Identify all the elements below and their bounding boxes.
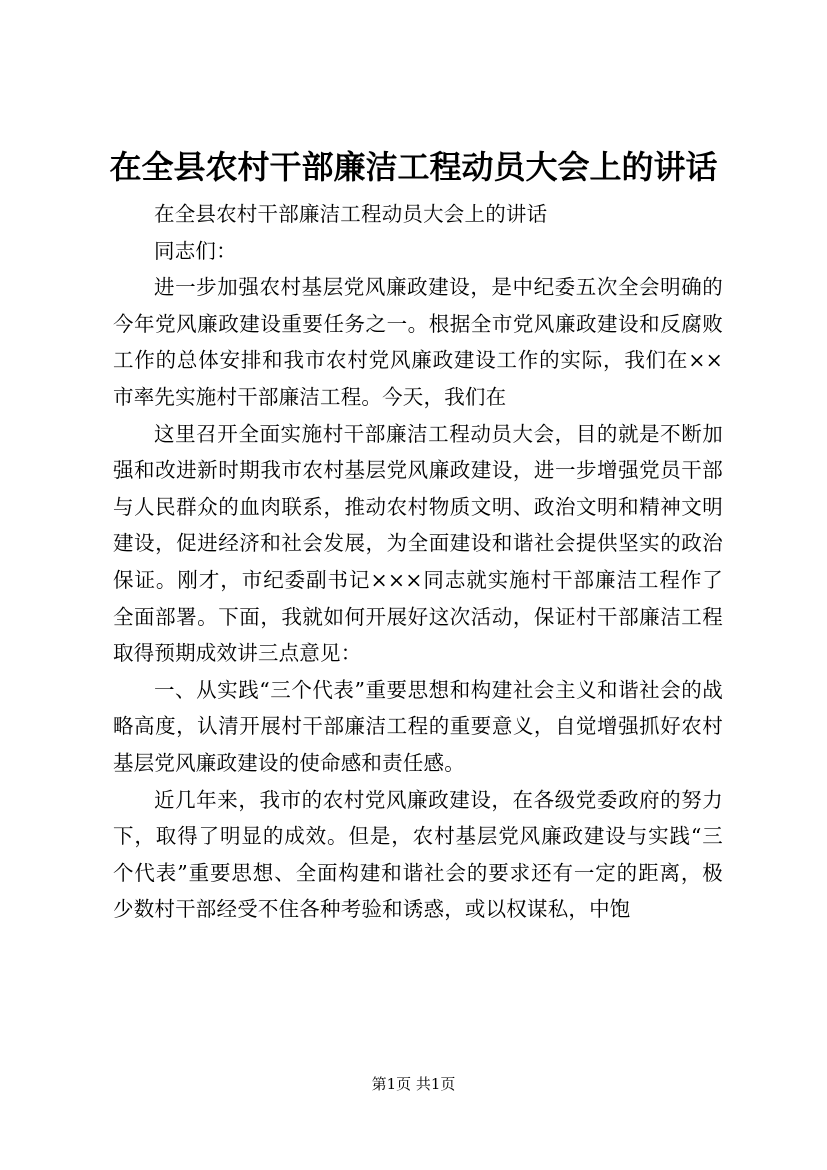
body-paragraph: 这里召开全面实施村干部廉洁工程动员大会，目的就是不断加强和改进新时期我市农村基层党风廉政建设，进一步增强党员干部与人民群众的血肉联系，推动农村物质文明、政治文明和精神文明建设，促进经济和社会发展，为全面建设和谐社会提供坚实的政治保证。刚才，市纪委副书记×××同志就实施村干部廉洁工程作了全面部署。下面，我就如何开展好这次活动，保证村干部廉洁工程取得预期成效讲三点意见： [113, 421, 723, 666]
body-paragraph: 近几年来，我市的农村党风廉政建设，在各级党委政府的努力下，取得了明显的成效。但是，农村基层党风廉政建设与实践“三个代表”重要思想、全面构建和谐社会的要求还有一定的距离，极少数村干部经受不住各种考验和诱惑，或以权谋私，中饱 [113, 787, 723, 922]
salutation-paragraph: 同志们： [154, 238, 237, 263]
body-paragraph: 进一步加强农村基层党风廉政建设，是中纪委五次全会明确的今年党风廉政建设重要任务之一。根据全市党风廉政建设和反腐败工作的总体安排和我市农村党风廉政建设工作的实际，我们在××市率先实施村干部廉洁工程。今天，我们在 [113, 275, 723, 409]
document-body [113, 196, 723, 928]
document-title: 在全县农村干部廉洁工程动员大会上的讲话 [109, 148, 718, 186]
subtitle-paragraph: 在全县农村干部廉洁工程动员大会上的讲话 [154, 202, 548, 226]
page-number-footer: 第1页 共1页 [371, 1075, 456, 1093]
section-heading-paragraph: 一、从实践“三个代表”重要思想和构建社会主义和谐社会的战略高度，认清开展村干部廉洁工程的重要意义，自觉增强抓好农村基层党风廉政建设的使命感和责任感。 [113, 677, 723, 775]
